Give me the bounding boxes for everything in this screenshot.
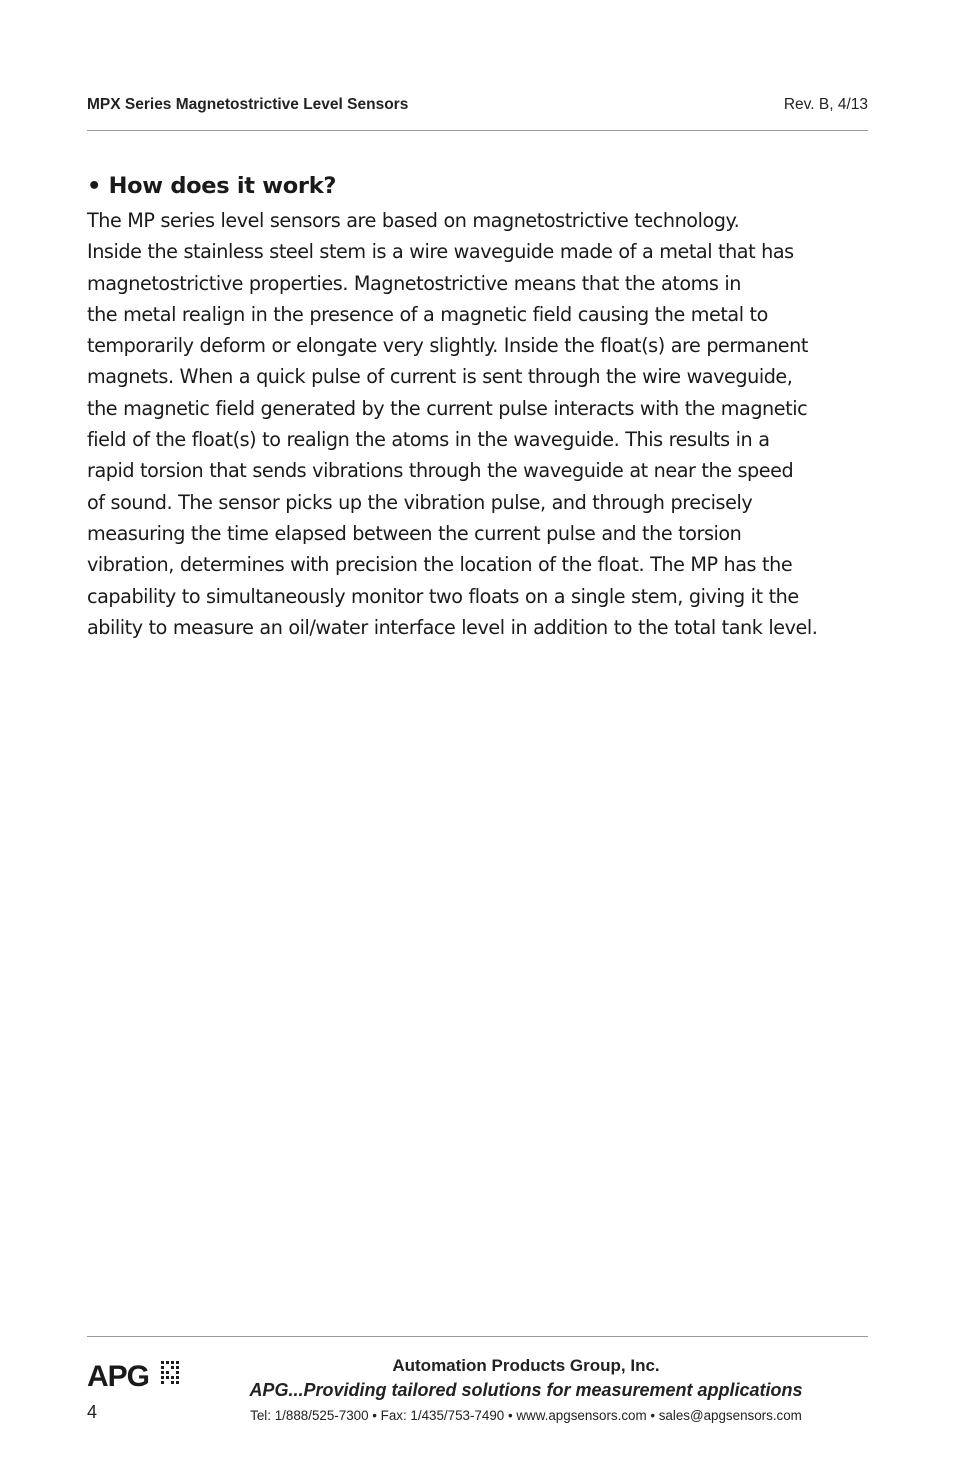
section-body-text: The MP series level sensors are based on magnetostrictive technology. Inside the stainless steel stem is a wire waveguide made of a metal that has magnetostrictive properties. Magnetostrictive means that the atoms in the metal realign in the presence of a magnetic field causing the metal to temporarily deform or elongate very slightly. Inside the float(s) are permanent magnets. When a quick pulse of current is sent through the wire waveguide, the magnetic field generated by the current pulse interacts with the magnetic field of the float(s) to realign the atoms in the waveguide. This results in a rapid torsion that sends vibrations through the waveguide at near the speed of sound. The sensor picks up the vibration pulse, and through precisely measuring the time elapsed between the current pulse and the torsion vibration, determines with precision the location of the float. The MP has the capability to simultaneously monitor two floats on a single stem, giving it the ability to measure an oil/water interface level in addition to the total tank level. xyxy=(87,209,818,639)
footer-divider xyxy=(87,1336,868,1337)
apg-logo-dot-grid-icon xyxy=(161,1361,179,1384)
section-heading: • How does it work? xyxy=(87,173,337,199)
header-title: MPX Series Magnetostrictive Level Sensors xyxy=(87,96,409,113)
how-it-works-section xyxy=(87,170,877,643)
apg-logo xyxy=(87,1358,187,1390)
page-number: 4 xyxy=(87,1402,98,1422)
footer-tagline: APG...Providing tailored solutions for measurement applications xyxy=(249,1380,803,1400)
apg-logo-text: APG xyxy=(87,1360,150,1390)
header-revision: Rev. B, 4/13 xyxy=(783,96,868,113)
page-header xyxy=(87,96,868,118)
header-divider xyxy=(87,130,868,131)
footer-company-name: Automation Products Group, Inc. xyxy=(392,1356,660,1375)
footer-contact-info: Tel: 1/888/525-7300 • Fax: 1/435/753-7490 • www.apgsensors.com • sales@apgsensors.com xyxy=(250,1408,802,1423)
